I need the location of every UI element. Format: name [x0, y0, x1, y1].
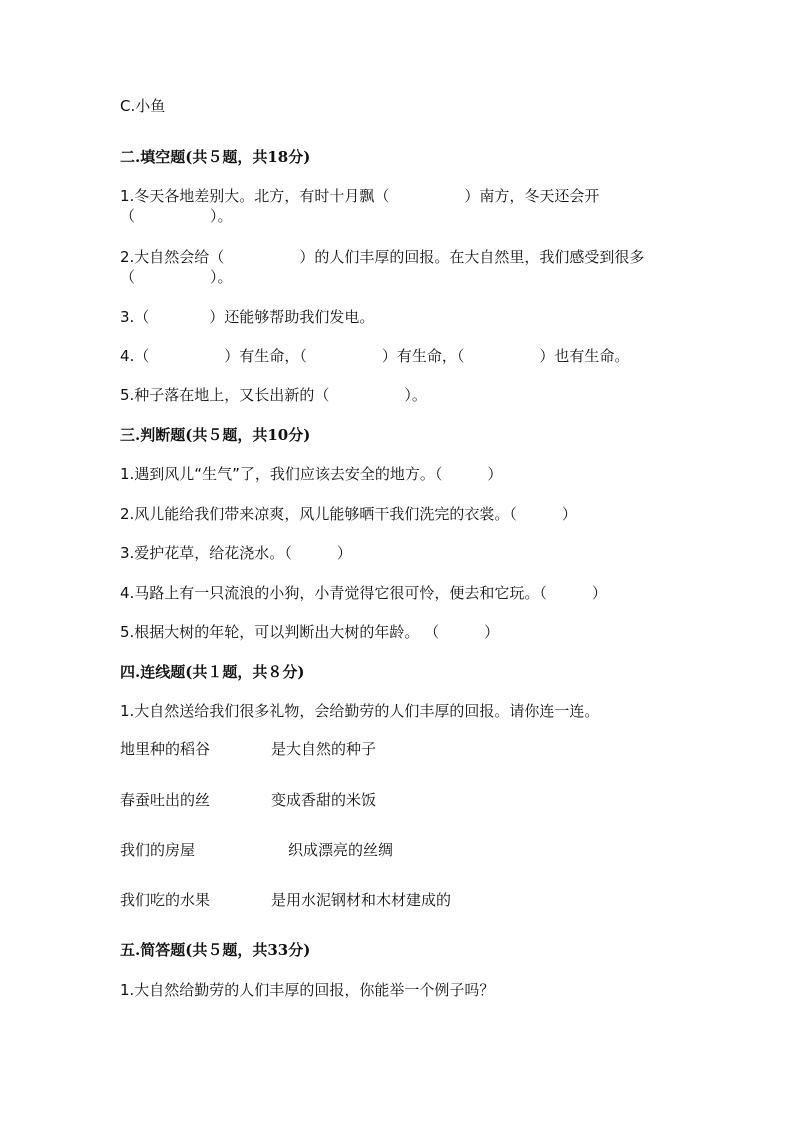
match-left-item-4: 我们吃的水果 — [120, 891, 211, 909]
section-heading-fill-blank: 二.填空题(共５题，共18分) — [120, 148, 311, 166]
judge-question-3: 3.爱护花草，给花浇水。（ ） — [120, 544, 352, 562]
fill-question-1-line-1: 1.冬天各地差别大。北方，有时十月飘（ ）南方，冬天还会开 — [120, 187, 600, 205]
fill-question-2-line-1: 2.大自然会给（ ）的人们丰厚的回报。在大自然里，我们感受到很多 — [120, 248, 645, 266]
section-heading-short-answer: 五.简答题(共５题，共33分) — [120, 941, 311, 959]
match-left-item-1: 地里种的稻谷 — [120, 740, 211, 758]
matching-question-1: 1.大自然送给我们很多礼物，会给勤劳的人们丰厚的回报。请你连一连。 — [120, 702, 600, 720]
match-right-item-1: 是大自然的种子 — [271, 740, 377, 758]
fill-question-3: 3.（ ）还能够帮助我们发电。 — [120, 308, 375, 326]
match-left-item-2: 春蚕吐出的丝 — [120, 791, 211, 809]
fill-question-4: 4.（ ）有生命，（ ）有生命，（ ）也有生命。 — [120, 347, 630, 365]
judge-question-2: 2.风儿能给我们带来凉爽，风儿能够晒干我们洗完的衣裳。（ ） — [120, 505, 577, 523]
match-right-item-3: 织成漂亮的丝绸 — [288, 841, 394, 859]
previous-option-c: C.小鱼 — [120, 97, 166, 115]
match-left-item-3: 我们的房屋 — [120, 841, 196, 859]
fill-question-2-line-2: （ ）。 — [120, 268, 233, 286]
short-answer-question-1: 1.大自然给勤劳的人们丰厚的回报，你能举一个例子吗？ — [120, 981, 495, 999]
match-right-item-2: 变成香甜的米饭 — [271, 791, 377, 809]
judge-question-5: 5.根据大树的年轮，可以判断出大树的年龄。 （ ） — [120, 623, 500, 641]
judge-question-1: 1.遇到风儿“生气”了，我们应该去安全的地方。（ ） — [120, 465, 503, 483]
fill-question-1-line-2: （ ）。 — [120, 207, 233, 225]
section-heading-true-false: 三.判断题(共５题，共10分) — [120, 426, 311, 444]
match-right-item-4: 是用水泥钢材和木材建成的 — [271, 891, 452, 909]
section-heading-matching: 四.连线题(共１题，共８分) — [120, 663, 305, 681]
fill-question-5: 5.种子落在地上，又长出新的（ ）。 — [120, 386, 427, 404]
judge-question-4: 4.马路上有一只流浪的小狗，小青觉得它很可怜，便去和它玩。（ ） — [120, 584, 607, 602]
